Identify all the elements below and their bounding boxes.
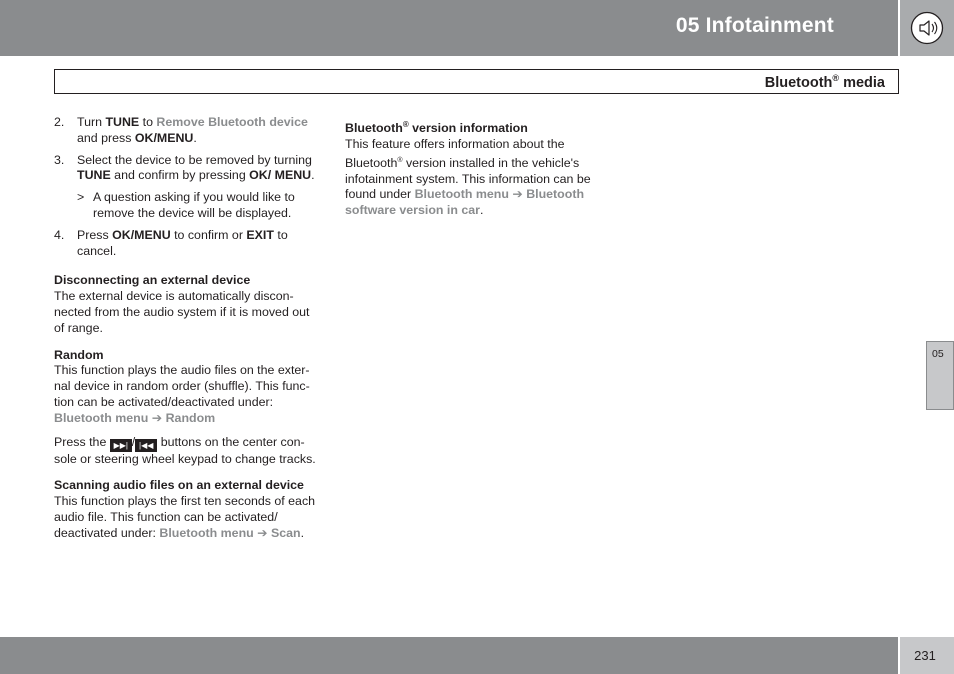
heading-scanning: Scanning audio files on an external device xyxy=(54,478,304,493)
heading-version-info: Bluetooth® version information xyxy=(345,120,528,136)
step-4: 4. Press OK/MENU to confirm or EXIT to cancel. xyxy=(54,227,288,258)
step-2: 2. Turn TUNE to Remove Bluetooth device and press OK/MENU. xyxy=(54,115,308,145)
paragraph-disconnecting: The external device is automatically discon-nected from the audio system if it is moved out of range. xyxy=(54,289,310,335)
menu-path-remove-device: Remove Bluetooth device xyxy=(156,115,308,129)
menu-path-scan: Scan xyxy=(271,525,301,540)
chapter-icon-box xyxy=(900,0,954,56)
step-3: 3. Select the device to be removed by turning TUNE and confirm by pressing OK/ MENU. xyxy=(54,152,315,183)
paragraph-track-buttons: Press the ▶▶| / |◀◀ buttons on the center con-sole or steering wheel keypad to change tracks. xyxy=(54,434,316,466)
heading-random: Random xyxy=(54,347,104,362)
step-number: 4. xyxy=(54,227,65,242)
menu-path-bluetooth: Bluetooth menu xyxy=(414,187,509,202)
chapter-side-tab-label: 05 xyxy=(932,348,944,360)
section-title: Bluetooth® media xyxy=(764,73,885,91)
middle-column xyxy=(345,117,607,227)
paragraph-version-info: This feature offers information about the Bluetooth® version installed in the vehicle's infotainment system. This information can be found under Bluetooth menu ➔ Bluetooth software version in car. xyxy=(345,136,591,218)
arrow-right-icon: ➔ xyxy=(151,410,163,425)
speaker-icon xyxy=(910,11,944,45)
menu-path-bluetooth: Bluetooth menu xyxy=(54,410,149,425)
page-number: 231 xyxy=(914,648,936,663)
section-title-box xyxy=(54,69,899,94)
skip-forward-icon: ▶▶| xyxy=(110,439,132,452)
chapter-side-tab xyxy=(926,341,954,410)
footer-bar xyxy=(0,637,898,674)
page-number-box xyxy=(900,637,954,674)
menu-path-bluetooth: Bluetooth menu xyxy=(159,525,254,540)
result-marker: > xyxy=(77,190,85,205)
heading-disconnecting: Disconnecting an external device xyxy=(54,273,251,288)
chapter-title: 05 Infotainment xyxy=(675,14,834,37)
step-3-result: > A question asking if you would like to remove the device will be displayed. xyxy=(77,190,295,220)
paragraph-scanning: This function plays the first ten seconds of each audio file. This function can be activated/ deactivated under: Bluetooth menu ➔ Scan. xyxy=(54,494,316,540)
step-number: 2. xyxy=(54,115,65,129)
menu-path-software-version: Bluetooth software version in car xyxy=(345,187,585,218)
left-column xyxy=(54,115,320,550)
skip-back-icon: |◀◀ xyxy=(135,439,157,452)
paragraph-random: This function plays the audio files on the exter-nal device in random order (shuffle). This func-tion can be activated/deactivated under: Bluetooth menu ➔ Random xyxy=(54,363,310,425)
step-number: 3. xyxy=(54,152,65,167)
arrow-right-icon: ➔ xyxy=(512,187,523,202)
header-bar xyxy=(0,0,898,56)
arrow-right-icon: ➔ xyxy=(257,525,268,540)
menu-path-random: Random xyxy=(165,410,216,425)
